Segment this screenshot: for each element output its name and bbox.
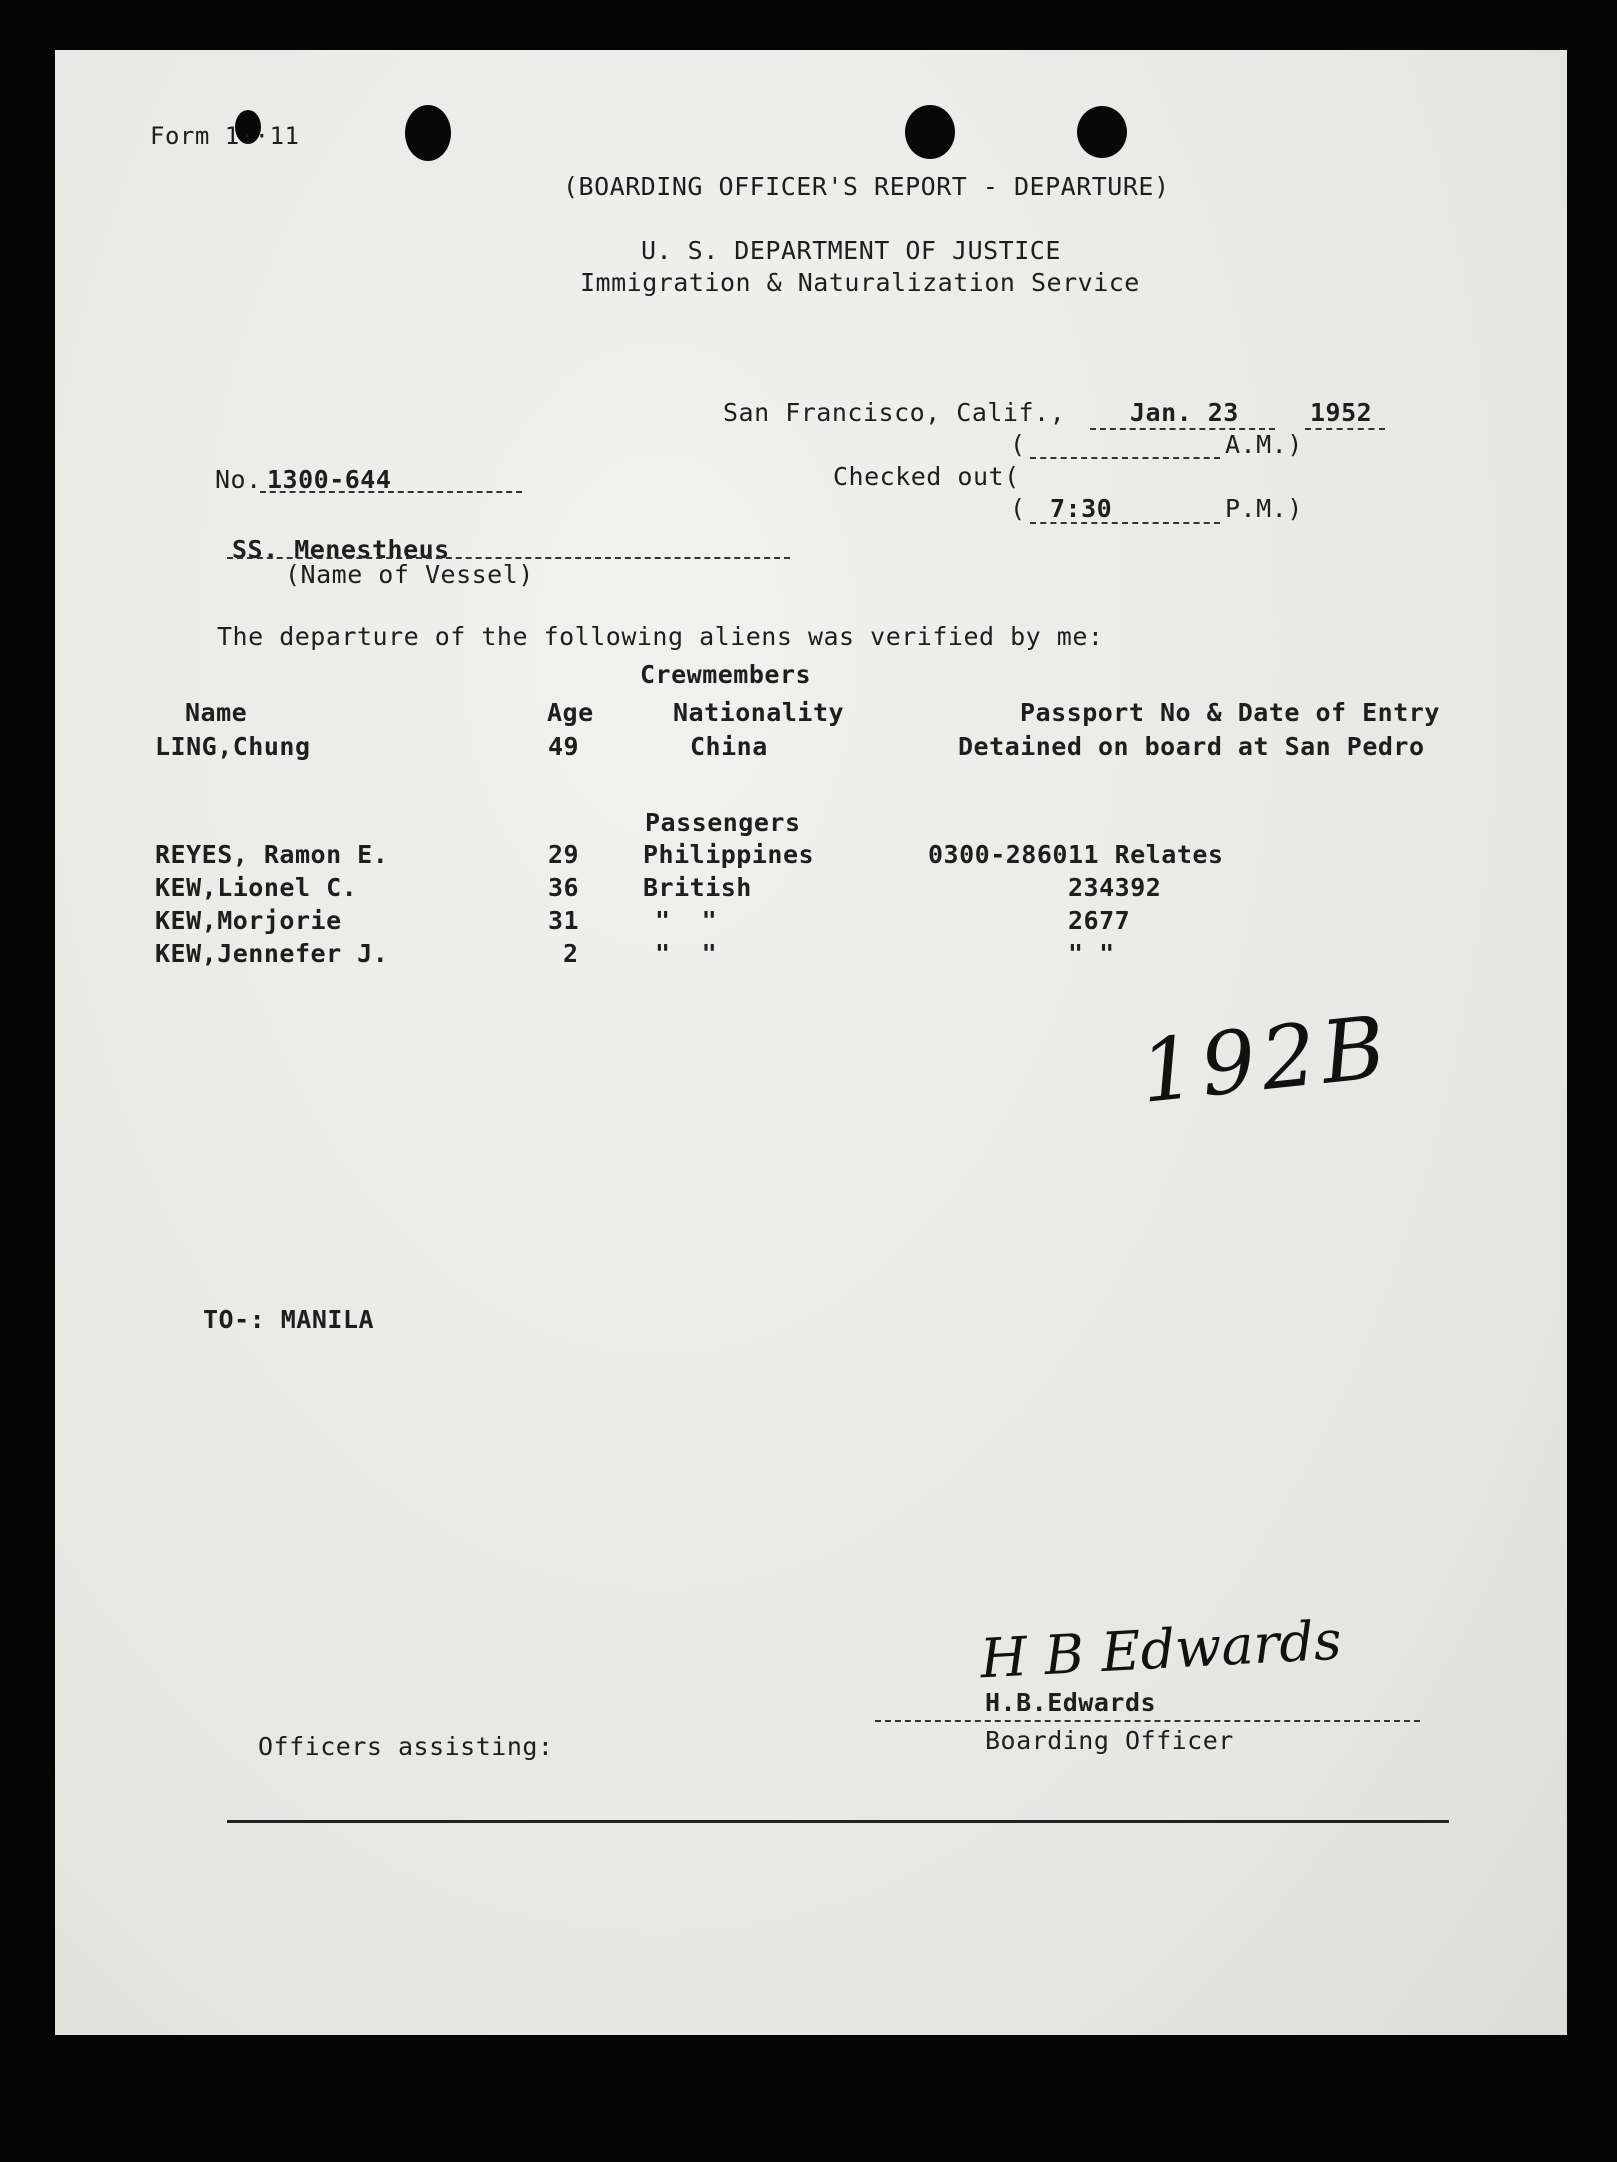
passenger-name: KEW,Morjorie xyxy=(155,906,342,935)
pm-label: P.M.) xyxy=(1225,494,1303,523)
passenger-name: KEW,Lionel C. xyxy=(155,873,358,902)
punch-hole xyxy=(905,105,955,159)
report-title: (BOARDING OFFICER'S REPORT - DEPARTURE) xyxy=(563,172,1170,201)
punch-hole xyxy=(1077,106,1127,158)
am-open-paren: ( xyxy=(1010,430,1026,459)
vessel-underline xyxy=(227,557,790,559)
column-header-age: Age xyxy=(547,698,594,727)
verification-statement: The departure of the following aliens was verified by me: xyxy=(217,622,1104,651)
crew-passport: Detained on board at San Pedro xyxy=(958,732,1425,761)
departure-time: 7:30 xyxy=(1050,494,1113,523)
passenger-passport: " " xyxy=(1068,939,1115,968)
column-header-passport: Passport No & Date of Entry xyxy=(1020,698,1440,727)
vessel-name: SS. Menestheus xyxy=(232,535,450,564)
crew-nationality: China xyxy=(690,732,768,761)
file-number: 1300-644 xyxy=(267,465,392,494)
passenger-name: KEW,Jennefer J. xyxy=(155,939,389,968)
signature: H B Edwards xyxy=(978,1608,1344,1691)
passenger-nationality: " " xyxy=(655,906,718,935)
passenger-age: 36 xyxy=(548,873,580,902)
passenger-nationality: " " xyxy=(655,939,718,968)
passenger-age: 29 xyxy=(548,840,580,869)
crew-age: 49 xyxy=(548,732,580,761)
service-name: Immigration & Naturalization Service xyxy=(580,268,1140,297)
number-underline xyxy=(260,491,522,493)
passenger-age: 31 xyxy=(548,906,580,935)
pm-time-underline xyxy=(1030,522,1220,524)
department-name: U. S. DEPARTMENT OF JUSTICE xyxy=(641,236,1061,265)
column-header-nationality: Nationality xyxy=(673,698,845,727)
crew-name: LING,Chung xyxy=(155,732,311,761)
officer-name: H.B.Edwards xyxy=(985,1688,1157,1717)
punch-hole xyxy=(405,105,451,161)
officers-assisting-line xyxy=(227,1820,1449,1823)
passenger-name: REYES, Ramon E. xyxy=(155,840,389,869)
am-time-underline xyxy=(1030,457,1220,459)
passengers-heading: Passengers xyxy=(645,808,801,837)
passenger-nationality: Philippines xyxy=(643,840,815,869)
officer-title: Boarding Officer xyxy=(985,1726,1234,1755)
form-number: Form 1··11 xyxy=(150,122,300,150)
year-value: 1952 xyxy=(1310,398,1373,427)
passenger-passport: 2677 xyxy=(1068,906,1131,935)
passenger-passport: 234392 xyxy=(1068,873,1162,902)
document-page xyxy=(55,50,1567,2035)
signature-underline xyxy=(875,1720,1420,1722)
officers-assisting-label: Officers assisting: xyxy=(258,1732,554,1761)
date-value: Jan. 23 xyxy=(1130,398,1239,427)
column-header-name: Name xyxy=(185,698,248,727)
passenger-passport: 0300-286011 Relates xyxy=(928,840,1224,869)
pm-open-paren: ( xyxy=(1010,494,1026,523)
passenger-age: 2 xyxy=(563,939,579,968)
passenger-nationality: British xyxy=(643,873,752,902)
year-underline xyxy=(1305,428,1385,430)
number-label: No. xyxy=(215,465,262,494)
handwritten-note: 192B xyxy=(1135,997,1396,1123)
crewmembers-heading: Crewmembers xyxy=(640,660,812,689)
am-label: A.M.) xyxy=(1225,430,1303,459)
destination: TO-: MANILA xyxy=(203,1305,375,1334)
vessel-caption: (Name of Vessel) xyxy=(285,560,534,589)
place-label: San Francisco, Calif., xyxy=(723,398,1066,427)
checked-out-label: Checked out( xyxy=(833,462,1020,491)
